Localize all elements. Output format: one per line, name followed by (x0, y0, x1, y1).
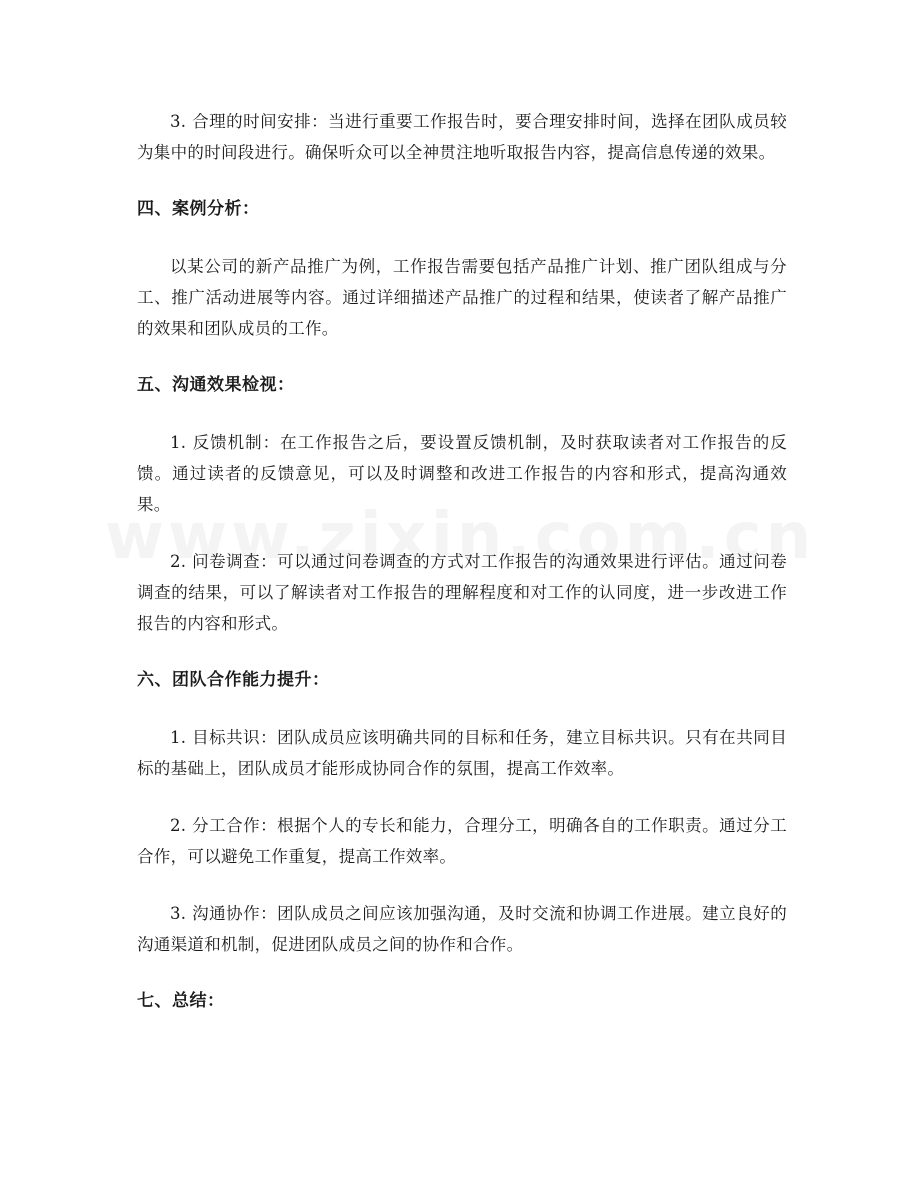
paragraph-time-arrangement: 3. 合理的时间安排：当进行重要工作报告时，要合理安排时间，选择在团队成员较为集中的时间段进行。确保听众可以全神贯注地听取报告内容，提高信息传递的效果。 (137, 112, 787, 162)
paragraph-communication-collaboration: 3. 沟通协作：团队成员之间应该加强沟通，及时交流和协调工作进展。建立良好的沟通渠道和机制，促进团队成员之间的协作和合作。 (137, 904, 787, 954)
heading-case-analysis: 四、案例分析： (137, 199, 260, 219)
heading-communication-review: 五、沟通效果检视： (137, 375, 295, 395)
heading-teamwork: 六、团队合作能力提升： (137, 670, 330, 690)
paragraph-questionnaire: 2. 问卷调查：可以通过问卷调查的方式对工作报告的沟通效果进行评估。通过问卷调查的结果，可以了解读者对工作报告的理解程度和对工作的认同度，进一步改进工作报告的内容和形式。 (137, 552, 787, 633)
paragraph-division-of-labor: 2. 分工合作：根据个人的专长和能力，合理分工，明确各自的工作职责。通过分工合作，可以避免工作重复，提高工作效率。 (137, 816, 787, 866)
paragraph-goal-consensus: 1. 目标共识：团队成员应该明确共同的目标和任务，建立目标共识。只有在共同目标的基础上，团队成员才能形成协同合作的氛围，提高工作效率。 (137, 728, 787, 778)
paragraph-case-analysis: 以某公司的新产品推广为例，工作报告需要包括产品推广计划、推广团队组成与分工、推广活动进展等内容。通过详细描述产品推广的过程和结果，使读者了解产品推广的效果和团队成员的工作。 (137, 257, 787, 338)
paragraph-feedback-mechanism: 1. 反馈机制：在工作报告之后，要设置反馈机制，及时获取读者对工作报告的反馈。通过读者的反馈意见，可以及时调整和改进工作报告的内容和形式，提高沟通效果。 (137, 433, 787, 514)
document-body (137, 106, 787, 1043)
heading-summary: 七、总结： (137, 991, 225, 1011)
